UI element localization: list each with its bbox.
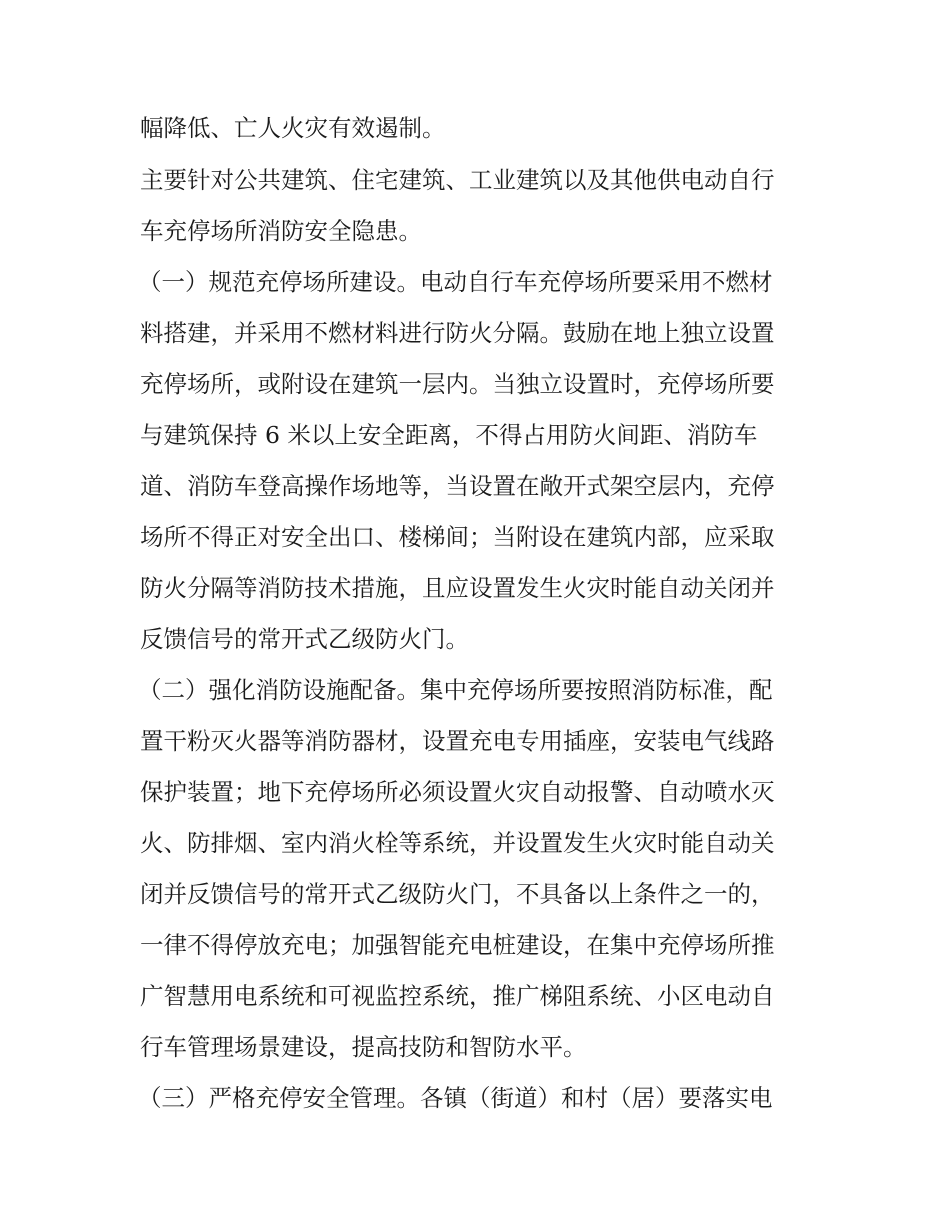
text-line: （一）规范充停场所建设。电动自行车充停场所要采用不燃材 bbox=[138, 268, 773, 296]
text-line: 行车管理场景建设，提高技防和智防水平。 bbox=[140, 1033, 587, 1061]
text-line: 防火分隔等消防技术措施，且应设置发生火灾时能自动关闭并 bbox=[140, 574, 775, 602]
text-line: 广智慧用电系统和可视监控系统，推广梯阻系统、小区电动自 bbox=[140, 982, 775, 1010]
text-line: 闭并反馈信号的常开式乙级防火门，不具备以上条件之一的， bbox=[140, 880, 775, 908]
text-line: 置干粉灭火器等消防器材，设置充电专用插座，安装电气线路 bbox=[140, 727, 775, 755]
text-line: 幅降低、亡人火灾有效遏制。 bbox=[140, 114, 446, 142]
text-line: 充停场所，或附设在建筑一层内。当独立设置时，充停场所要 bbox=[140, 370, 775, 398]
text-line: （三）严格充停安全管理。各镇（街道）和村（居）要落实电 bbox=[138, 1084, 773, 1112]
text-line: 道、消防车登高操作场地等，当设置在敞开式架空层内，充停 bbox=[140, 472, 775, 500]
text-line: （二）强化消防设施配备。集中充停场所要按照消防标准，配 bbox=[138, 676, 773, 704]
text-line: 车充停场所消防安全隐患。 bbox=[140, 217, 422, 245]
text-line: 一律不得停放充电；加强智能充电桩建设，在集中充停场所推 bbox=[140, 931, 775, 959]
text-line: 与建筑保持 6 米以上安全距离，不得占用防火间距、消防车 bbox=[140, 421, 758, 449]
text-line: 保护装置；地下充停场所必须设置火灾自动报警、自动喷水灭 bbox=[140, 778, 775, 806]
text-line: 料搭建，并采用不燃材料进行防火分隔。鼓励在地上独立设置 bbox=[140, 319, 775, 347]
text-line: 主要针对公共建筑、住宅建筑、工业建筑以及其他供电动自行 bbox=[140, 166, 775, 194]
text-line: 火、防排烟、室内消火栓等系统，并设置发生火灾时能自动关 bbox=[140, 829, 775, 857]
text-line: 反馈信号的常开式乙级防火门。 bbox=[140, 625, 469, 653]
text-line: 场所不得正对安全出口、楼梯间；当附设在建筑内部，应采取 bbox=[140, 523, 775, 551]
